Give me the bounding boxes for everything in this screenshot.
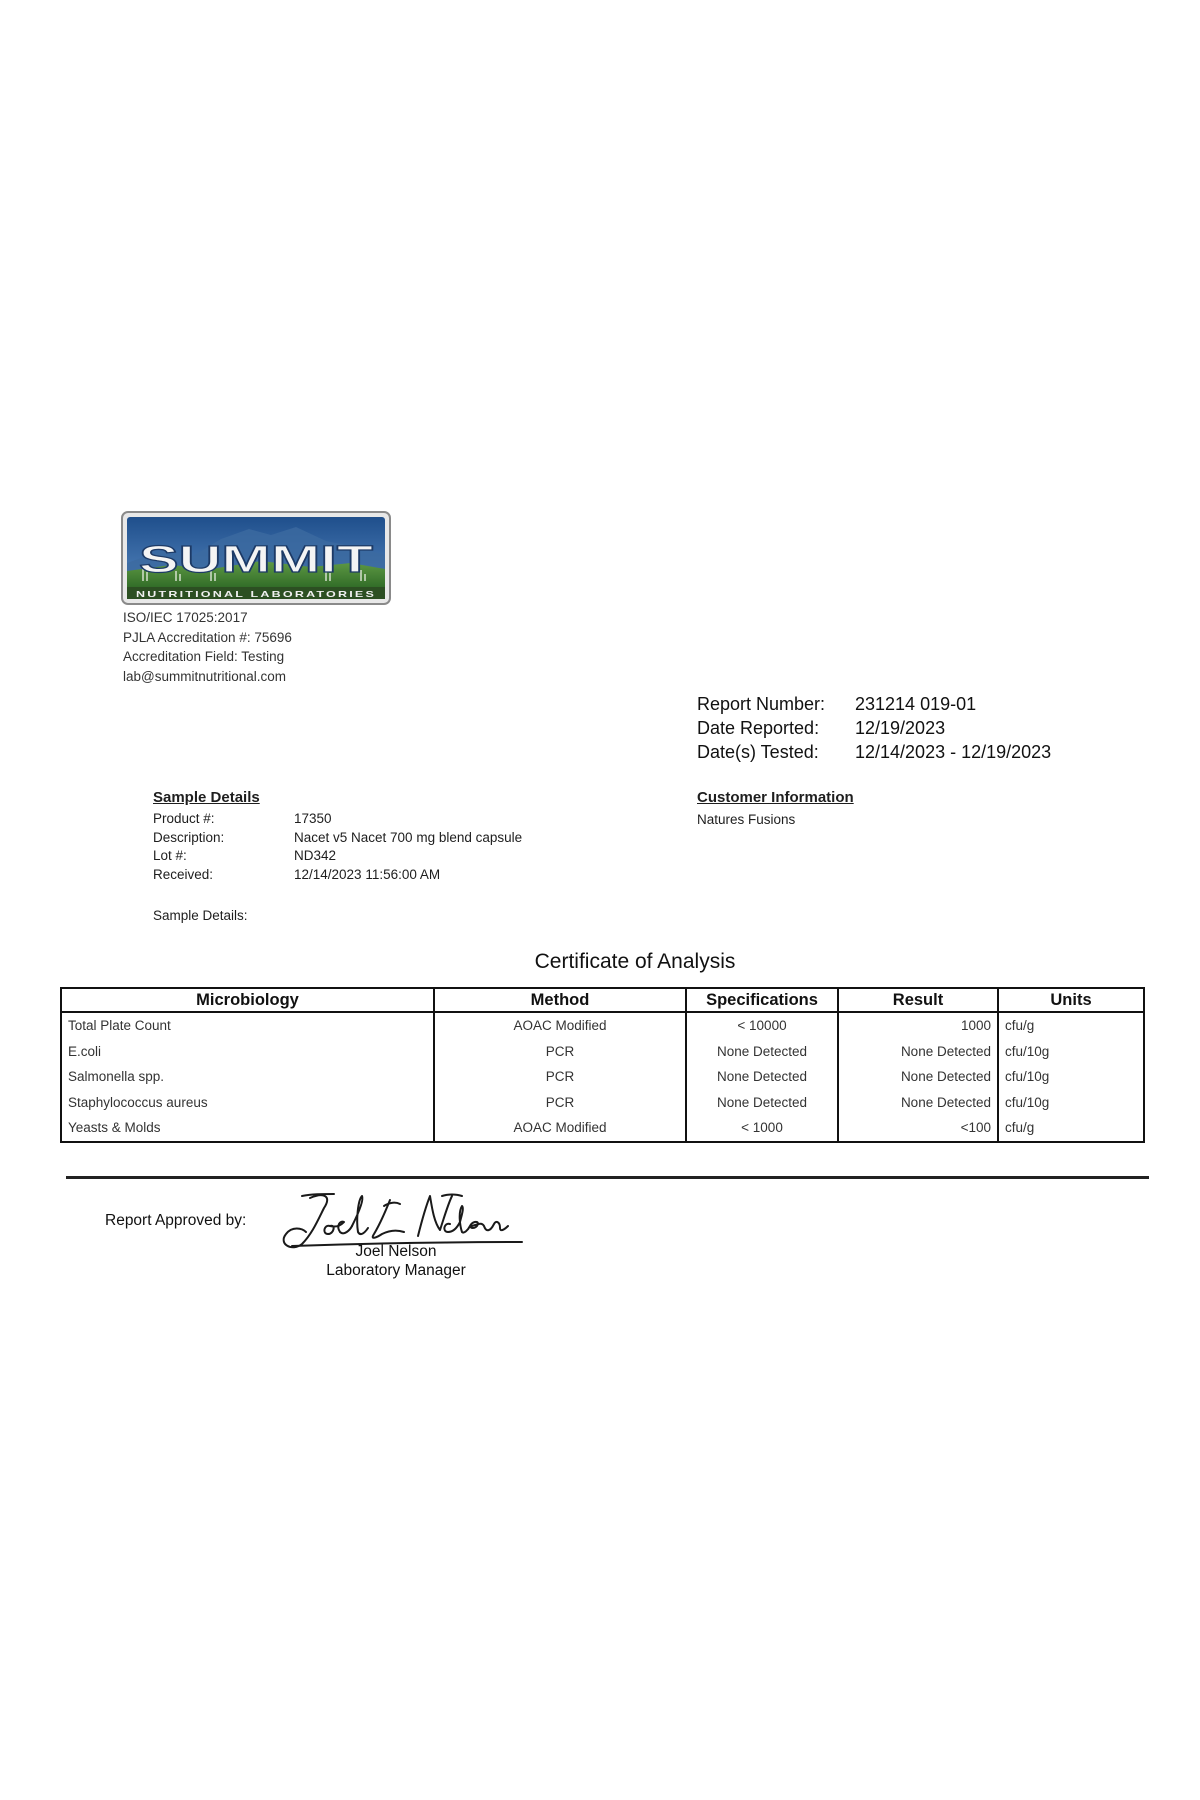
- accreditation-field: Accreditation Field: Testing: [123, 649, 285, 664]
- date-reported: 12/19/2023: [855, 718, 946, 738]
- results-table: [60, 987, 1145, 1143]
- date-reported-label: Date Reported:: [697, 718, 820, 738]
- description-label: Description:: [153, 829, 225, 845]
- table-row: [61, 1039, 1144, 1065]
- result-cell: None Detected: [838, 1064, 998, 1090]
- customer-name: Natures Fusions: [697, 812, 796, 827]
- analyte-cell: Yeasts & Molds: [61, 1115, 434, 1142]
- certificate-title: Certificate of Analysis: [534, 950, 736, 973]
- result-cell: 1000: [838, 1012, 998, 1039]
- signer-block: [296, 1242, 496, 1280]
- units-cell: cfu/g: [998, 1115, 1144, 1142]
- sample-details-section: [153, 789, 522, 884]
- method-cell: PCR: [434, 1064, 686, 1090]
- specification-cell: < 10000: [686, 1012, 838, 1039]
- specification-cell: None Detected: [686, 1039, 838, 1065]
- table-row: [61, 1090, 1144, 1116]
- report-number-label: Report Number:: [697, 694, 826, 714]
- description-value: Nacet v5 Nacet 700 mg blend capsule: [294, 829, 523, 845]
- report-metadata: [697, 692, 1051, 764]
- customer-information-section: [697, 789, 854, 827]
- product-label: Product #:: [153, 811, 215, 826]
- customer-information-heading: Customer Information: [697, 789, 854, 806]
- units-cell: cfu/10g: [998, 1090, 1144, 1116]
- lab-accreditation-info: [123, 608, 292, 686]
- result-cell: <100: [838, 1115, 998, 1142]
- lab-email: lab@summitnutritional.com: [123, 668, 287, 684]
- column-header-specifications: Specifications: [686, 988, 838, 1012]
- units-cell: cfu/g: [998, 1012, 1144, 1039]
- lot-label: Lot #:: [153, 848, 187, 863]
- column-header-method: Method: [434, 988, 686, 1012]
- specification-cell: None Detected: [686, 1064, 838, 1090]
- column-header-units: Units: [998, 988, 1144, 1012]
- results-table-container: [60, 987, 1143, 1143]
- result-cell: None Detected: [838, 1039, 998, 1065]
- method-cell: AOAC Modified: [434, 1115, 686, 1142]
- dates-tested-label: Date(s) Tested:: [697, 742, 819, 762]
- analyte-cell: E.coli: [61, 1039, 434, 1065]
- units-cell: cfu/10g: [998, 1064, 1144, 1090]
- received-value: 12/14/2023 11:56:00 AM: [294, 866, 441, 882]
- report-approved-label: Report Approved by:: [105, 1212, 247, 1229]
- result-cell: None Detected: [838, 1090, 998, 1116]
- table-row: [61, 1115, 1144, 1142]
- dates-tested: 12/14/2023 - 12/19/2023: [855, 742, 1052, 762]
- table-header-row: [61, 988, 1144, 1012]
- sample-details-label: Sample Details:: [153, 908, 248, 923]
- method-cell: PCR: [434, 1039, 686, 1065]
- analyte-cell: Salmonella spp.: [61, 1064, 434, 1090]
- table-row: [61, 1012, 1144, 1039]
- iso-standard: ISO/IEC 17025:2017: [123, 610, 248, 625]
- product-number: 17350: [294, 811, 332, 826]
- report-number: 231214 019-01: [855, 694, 977, 714]
- method-cell: AOAC Modified: [434, 1012, 686, 1039]
- column-header-microbiology: Microbiology: [61, 988, 434, 1012]
- signer-name: Joel Nelson: [355, 1243, 437, 1260]
- signer-title: Laboratory Manager: [326, 1262, 466, 1279]
- column-header-result: Result: [838, 988, 998, 1012]
- table-row: [61, 1064, 1144, 1090]
- logo-wordmark: SUMMIT: [139, 539, 373, 581]
- analyte-cell: Total Plate Count: [61, 1012, 434, 1039]
- specification-cell: < 1000: [686, 1115, 838, 1142]
- units-cell: cfu/10g: [998, 1039, 1144, 1065]
- method-cell: PCR: [434, 1090, 686, 1116]
- summit-logo: [121, 511, 391, 605]
- specification-cell: None Detected: [686, 1090, 838, 1116]
- logo-subtext: NUTRITIONAL LABORATORIES: [136, 589, 376, 599]
- accreditation-number: PJLA Accreditation #: 75696: [123, 629, 292, 645]
- section-divider: [66, 1176, 1149, 1179]
- analyte-cell: Staphylococcus aureus: [61, 1090, 434, 1116]
- sample-details-heading: Sample Details: [153, 789, 260, 806]
- lot-number: ND342: [294, 848, 337, 863]
- received-label: Received:: [153, 866, 214, 882]
